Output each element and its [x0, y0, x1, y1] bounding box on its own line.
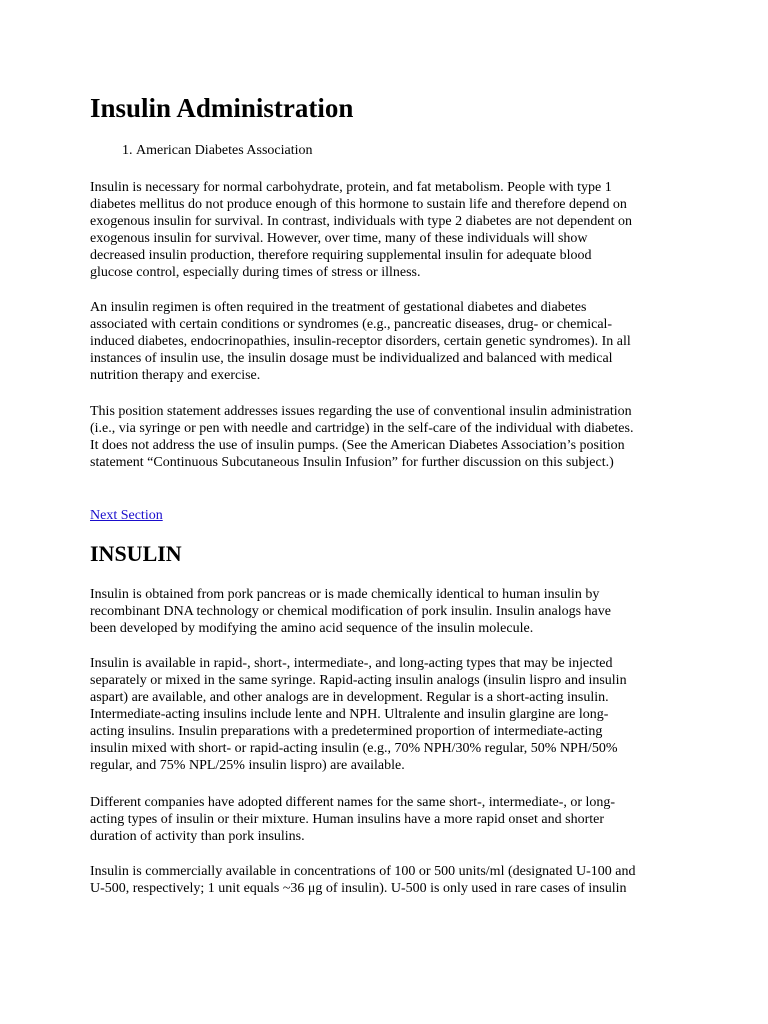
- text-line: Insulin is available in rapid-, short-, intermediate-, and long-acting types that may be injected: [90, 656, 613, 671]
- text-line: associated with certain conditions or syndromes (e.g., pancreatic diseases, drug- or chemical-: [90, 317, 613, 332]
- text-line: separately or mixed in the same syringe. Rapid-acting insulin analogs (insulin lispro and insulin: [90, 673, 627, 688]
- text-line: An insulin regimen is often required in the treatment of gestational diabetes and diabetes: [90, 300, 587, 315]
- text-line: induced diabetes, endocrinopathies, insulin-receptor disorders, certain genetic syndromes). In all: [90, 334, 631, 349]
- text-line: decreased insulin production, therefore requiring supplemental insulin for adequate blood: [90, 248, 592, 263]
- text-line: diabetes mellitus do not produce enough of this hormone to sustain life and therefore depend on: [90, 197, 627, 212]
- text-line: acting insulins. Insulin preparations with a predetermined proportion of intermediate-acting: [90, 724, 603, 739]
- intro-paragraph-3: [90, 403, 690, 471]
- text-line: glucose control, especially during times of stress or illness.: [90, 265, 421, 280]
- text-line: nutrition therapy and exercise.: [90, 368, 261, 383]
- text-line: U-500, respectively; 1 unit equals ~36 μg of insulin). U-500 is only used in rare cases of insulin: [90, 881, 627, 896]
- text-line: insulin mixed with short- or rapid-acting insulin (e.g., 70% NPH/30% regular, 50% NPH/50%: [90, 741, 618, 756]
- text-line: instances of insulin use, the insulin dosage must be individualized and balanced with medical: [90, 351, 613, 366]
- text-line: aspart) are available, and other analogs are in development. Regular is a short-acting insulin.: [90, 690, 609, 705]
- text-line: duration of activity than pork insulins.: [90, 829, 305, 844]
- text-line: (i.e., via syringe or pen with needle and cartridge) in the self-care of the individual with diabetes.: [90, 421, 634, 436]
- text-line: exogenous insulin for survival. However, over time, many of these individuals will show: [90, 231, 588, 246]
- next-section-link[interactable]: Next Section: [90, 508, 163, 523]
- section-paragraph-1: [90, 586, 690, 637]
- text-line: This position statement addresses issues regarding the use of conventional insulin administration: [90, 404, 632, 419]
- text-line: Different companies have adopted different names for the same short-, intermediate-, or long-: [90, 795, 616, 810]
- text-line: Intermediate-acting insulins include lente and NPH. Ultralente and insulin glargine are long-: [90, 707, 609, 722]
- source-list: [90, 142, 313, 160]
- text-line: recombinant DNA technology or chemical modification of pork insulin. Insulin analogs have: [90, 604, 611, 619]
- text-line: statement “Continuous Subcutaneous Insulin Infusion” for further discussion on this subject.): [90, 455, 614, 470]
- text-line: exogenous insulin for survival. In contrast, individuals with type 2 diabetes are not dependent on: [90, 214, 632, 229]
- text-line: acting types of insulin or their mixture. Human insulins have a more rapid onset and shorter: [90, 812, 604, 827]
- text-line: Insulin is commercially available in concentrations of 100 or 500 units/ml (designated U-100 and: [90, 864, 636, 879]
- text-line: been developed by modifying the amino acid sequence of the insulin molecule.: [90, 621, 534, 636]
- intro-paragraph-1: [90, 179, 690, 281]
- section-heading: INSULIN: [90, 541, 182, 566]
- text-line: regular, and 75% NPL/25% insulin lispro) are available.: [90, 758, 405, 773]
- text-line: Insulin is obtained from pork pancreas or is made chemically identical to human insulin by: [90, 587, 600, 602]
- section-paragraph-3: [90, 794, 690, 845]
- section-paragraph-4: [90, 863, 690, 897]
- source-item: 1. American Diabetes Association: [136, 142, 313, 160]
- page-title: Insulin Administration: [90, 93, 354, 123]
- text-line: It does not address the use of insulin pumps. (See the American Diabetes Association’s position: [90, 438, 625, 453]
- text-line: Insulin is necessary for normal carbohydrate, protein, and fat metabolism. People with type 1: [90, 180, 612, 195]
- section-paragraph-2: [90, 655, 690, 774]
- intro-paragraph-2: [90, 299, 690, 384]
